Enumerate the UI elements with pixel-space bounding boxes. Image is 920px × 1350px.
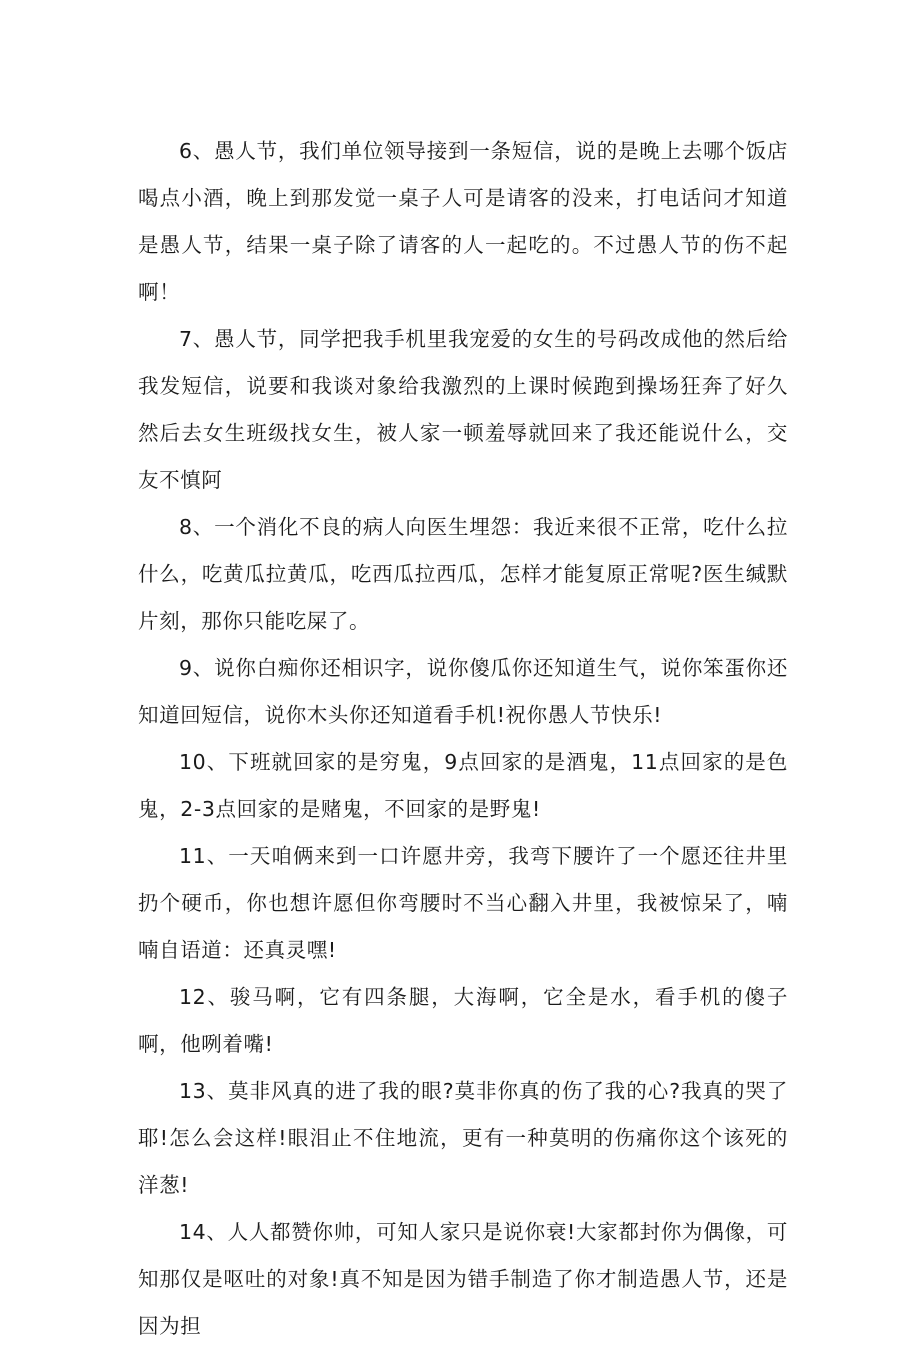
paragraph-6: 6、愚人节，我们单位领导接到一条短信，说的是晚上去哪个饭店喝点小酒，晚上到那发觉一桌子人可是请客的没来，打电话问才知道是愚人节，结果一桌子除了请客的人一起吃的。不过愚人节的伤不起啊！ — [138, 139, 788, 304]
paragraph-11: 11、一天咱俩来到一口许愿井旁，我弯下腰许了一个愿还往井里扔个硬币，你也想许愿但你弯腰时不当心翻入井里，我被惊呆了，喃喃自语道：还真灵嘿! — [138, 844, 788, 962]
paragraph-12: 12、骏马啊，它有四条腿，大海啊，它全是水，看手机的傻子啊，他咧着嘴! — [138, 985, 788, 1056]
paragraph-10: 10、下班就回家的是穷鬼，9点回家的是酒鬼，11点回家的是色鬼，2-3点回家的是赌鬼，不回家的是野鬼! — [138, 750, 788, 821]
paragraph-9: 9、说你白痴你还相识字，说你傻瓜你还知道生气，说你笨蛋你还知道回短信，说你木头你还知道看手机!祝你愚人节快乐! — [138, 656, 788, 727]
paragraph-8: 8、一个消化不良的病人向医生埋怨：我近来很不正常，吃什么拉什么，吃黄瓜拉黄瓜，吃西瓜拉西瓜，怎样才能复原正常呢?医生缄默片刻，那你只能吃屎了。 — [138, 515, 788, 633]
document-body — [138, 128, 788, 1350]
paragraph-14: 14、人人都赞你帅，可知人家只是说你衰!大家都封你为偶像，可知那仅是呕吐的对象!真不知是因为错手制造了你才制造愚人节，还是因为担 — [138, 1220, 788, 1338]
paragraph-7: 7、愚人节，同学把我手机里我宠爱的女生的号码改成他的然后给我发短信，说要和我谈对象给我激烈的上课时候跑到操场狂奔了好久然后去女生班级找女生，被人家一顿羞辱就回来了我还能说什么，交友不慎阿 — [138, 327, 788, 492]
paragraph-13: 13、莫非风真的进了我的眼?莫非你真的伤了我的心?我真的哭了耶!怎么会这样!眼泪止不住地流，更有一种莫明的伤痛你这个该死的洋葱! — [138, 1079, 788, 1197]
